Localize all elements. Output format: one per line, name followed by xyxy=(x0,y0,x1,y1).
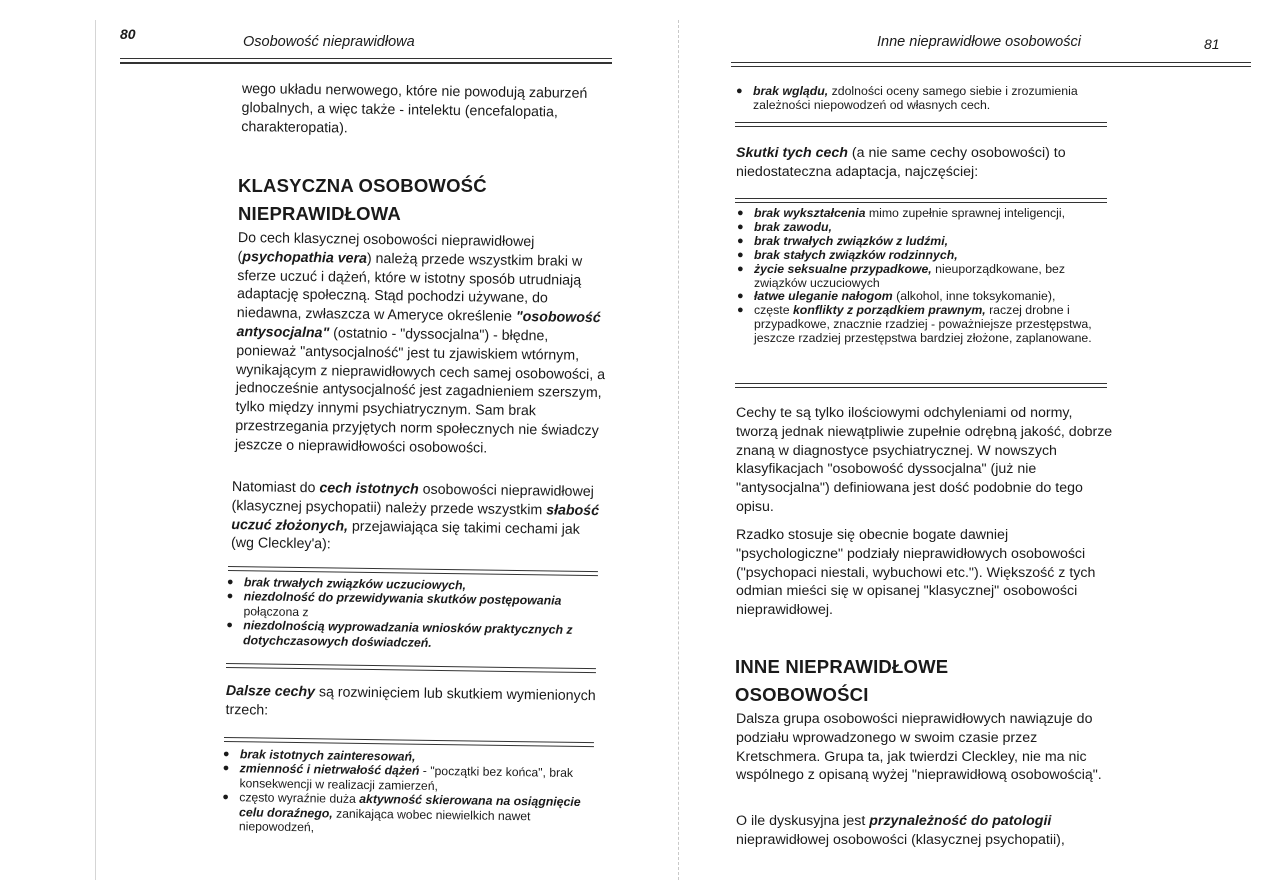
list-item: ● brak zawodu, xyxy=(736,221,1112,235)
header-rule-double xyxy=(731,66,1251,67)
intro-paragraph: wego układu nerwowego, które nie powodują zaburzeń globalnych, a więc także - intelektu (encefalopatia, charakteropatia). xyxy=(241,80,588,137)
list-item: ● brak wykształcenia mimo zupełnie sprawnej inteligencji, xyxy=(736,207,1112,221)
paragraph-podzialy: Rzadko stosuje się obecnie bogate dawniej "psychologiczne" podziały nieprawidłowych osobowości ("psychopaci niestali, wybuchowi etc."). Większość z tych odmian mieści się w opisanej "klasycznej" osobowości nieprawidłowej. xyxy=(736,527,1096,619)
header-rule xyxy=(731,62,1251,63)
paragraph-kretschmer: Dalsza grupa osobowości nieprawidłowych nawiązuje do podziału wprowadzonego w swoim czasie przez Kretschmera. Grupa ta, jak twierdzi Cleckley, nie ma nic wspólnego z opisaną wyżej "nieprawidłową osobowością". xyxy=(736,711,1102,784)
list-item: ● brak stałych związków rodzinnych, xyxy=(736,249,1112,263)
paragraph-dalsze-cechy: Dalsze cechy są rozwinięciem lub skutkiem wymienionych trzech: xyxy=(225,682,596,719)
paragraph-przynaleznosc: O ile dyskusyjna jest przynależność do patologii nieprawidłowej osobowości (klasycznej psychopatii), xyxy=(736,813,1065,848)
running-title: Osobowość nieprawidłowa xyxy=(243,34,415,50)
list-item: ● często wyraźnie duża aktywność skierowana na osiągnięcie celu doraźnego, zanikająca wobec niewielkich nawet niepowodzeń, xyxy=(221,790,596,838)
box-rule-top xyxy=(735,198,1107,199)
right-page xyxy=(655,0,1263,893)
list-item: ● niezdolność do przewidywania skutków postępowania połączona z xyxy=(225,589,597,623)
header-rule xyxy=(120,58,612,59)
running-title: Inne nieprawidłowe osobowości xyxy=(877,34,1081,50)
list-item: ● łatwe uleganie nałogom (alkohol, inne toksykomanie), xyxy=(736,290,1112,304)
page-number: 81 xyxy=(1204,36,1220,52)
box-rule-top xyxy=(735,202,1107,203)
paragraph-skutki: Skutki tych cech (a nie same cechy osobowości) to niedostateczna adaptacja, najczęściej: xyxy=(736,145,1066,180)
section-heading-line2: NIEPRAWIDŁOWA xyxy=(238,203,401,224)
list-item: ● życie seksualne przypadkowe, nieuporządkowane, bez związków uczuciowych xyxy=(736,263,1112,291)
bullet-list-consequences xyxy=(736,207,1112,346)
box-rule-bottom xyxy=(735,122,1107,123)
section-heading-line1: KLASYCZNA OSOBOWOŚĆ xyxy=(238,175,487,196)
page-number: 80 xyxy=(120,26,136,42)
bullet-list-further-traits xyxy=(221,747,596,839)
bullet-list-core-traits xyxy=(225,575,598,652)
section-heading-line2: OSOBOWOŚCI xyxy=(735,684,869,705)
list-item: ● brak trwałych związków uczuciowych, xyxy=(226,575,598,595)
bullet-list-insight xyxy=(735,84,1115,113)
paragraph-psychopathia: Do cech klasycznej osobowości nieprawidłowej (psychopathia vera) należą przede wszystkim braki w sferze uczuć i dążeń, które w istotny sposób utrudniają adaptację społeczną. Stąd pochodzi używane, do niedawna, zwłaszcza w Ameryce określenie "osobowość antysocjalna" (ostatnio - "dyssocjalna") - błędne, ponieważ "antysocjalność" jest tu zjawiskiem wtórnym, wynikającym z nieprawidłowych cech samej osobowości, a jednocześnie antysocjalność jest zagadnieniem szerszym, tylko między innymi psychiatrycznym. Sam brak przestrzegania przyjętych norm społecznych nie świadczy jeszcze o nieprawidłowości osobowości. xyxy=(234,229,606,457)
box-rule-bottom xyxy=(735,126,1107,127)
list-item: ● brak wglądu, zdolności oceny samego siebie i zrozumienia zależności niepowodzeń od własnych cech. xyxy=(735,84,1115,113)
paragraph-cechy-istotne: Natomiast do cech istotnych osobowości nieprawidłowej (klasycznej psychopatii) należy przede wszystkim słabość uczuć złożonych, przejawiająca się takimi cechami jak (wg Cleckley'a): xyxy=(230,478,600,553)
list-item: ● zmienność i nietrwałość dążeń - "początki bez końca", brak konsekwencji w realizacji zamierzeń, xyxy=(221,761,595,795)
list-item: ● niezdolnością wyprowadzania wniosków praktycznych z dotychczasowych doświadczeń. xyxy=(225,618,597,652)
list-item: ● brak istotnych zainteresowań, xyxy=(222,747,596,767)
section-heading-line1: INNE NIEPRAWIDŁOWE xyxy=(735,656,949,677)
box-rule-bottom xyxy=(735,383,1107,384)
list-item: ● częste konflikty z porządkiem prawnym, raczej drobne i przypadkowe, znacznie rzadziej - poważniejsze przestępstwa, jeszcze rzadziej przestępstwa bardziej złożone, zaplanowane. xyxy=(736,304,1112,346)
list-item: ● brak trwałych związków z ludźmi, xyxy=(736,235,1112,249)
header-rule-double xyxy=(120,62,612,64)
paragraph-cechy-ilosciowe: Cechy te są tylko ilościowymi odchyleniami od normy, tworzą jednak niewątpliwie zupełnie odrębną jakość, dobrze znaną w diagnostyce psychiatrycznej. W nowszych klasyfikacjach "osobowość dyssocjalna" (już nie "antysocjalna") definiowana jest dość podobnie do tego opisu. xyxy=(736,405,1113,515)
box-rule-bottom xyxy=(735,387,1107,388)
